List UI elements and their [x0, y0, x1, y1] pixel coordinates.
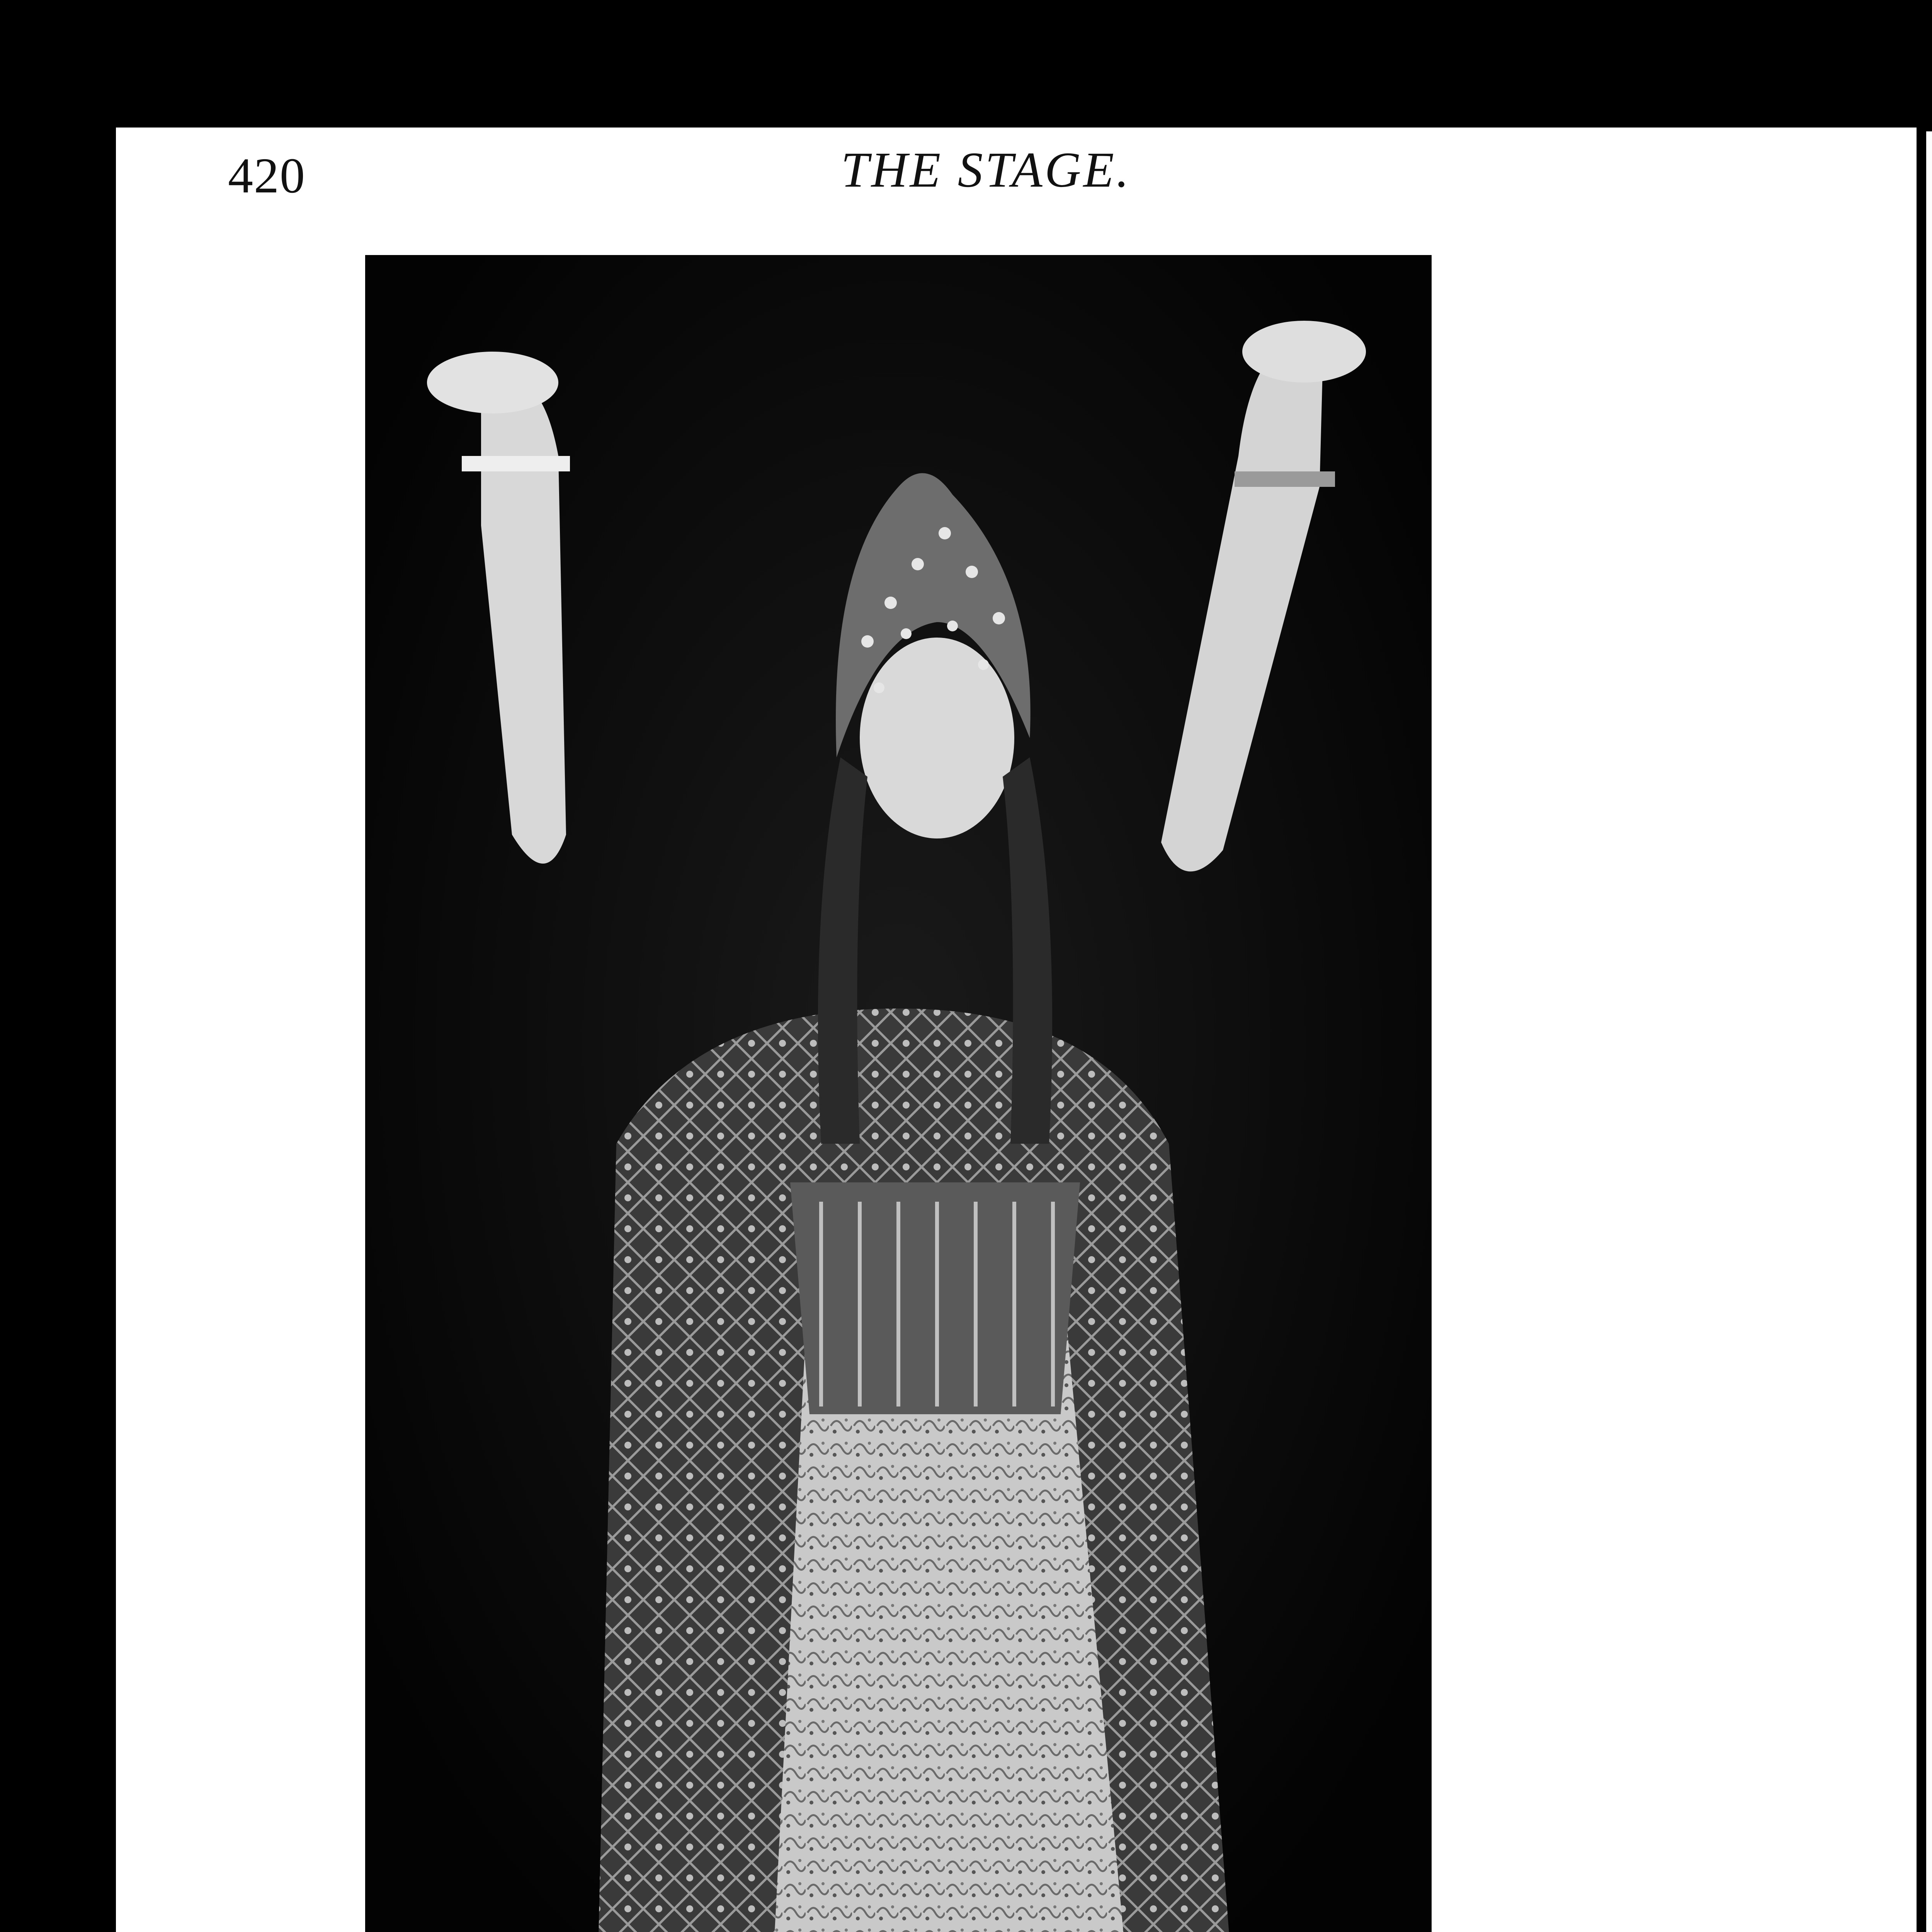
running-head: THE STAGE. — [841, 142, 1131, 198]
next-page-edge — [1926, 131, 1932, 1932]
page-number: 420 — [228, 148, 306, 204]
portrait-figure — [365, 255, 1432, 1932]
portrait-photograph — [365, 255, 1432, 1932]
